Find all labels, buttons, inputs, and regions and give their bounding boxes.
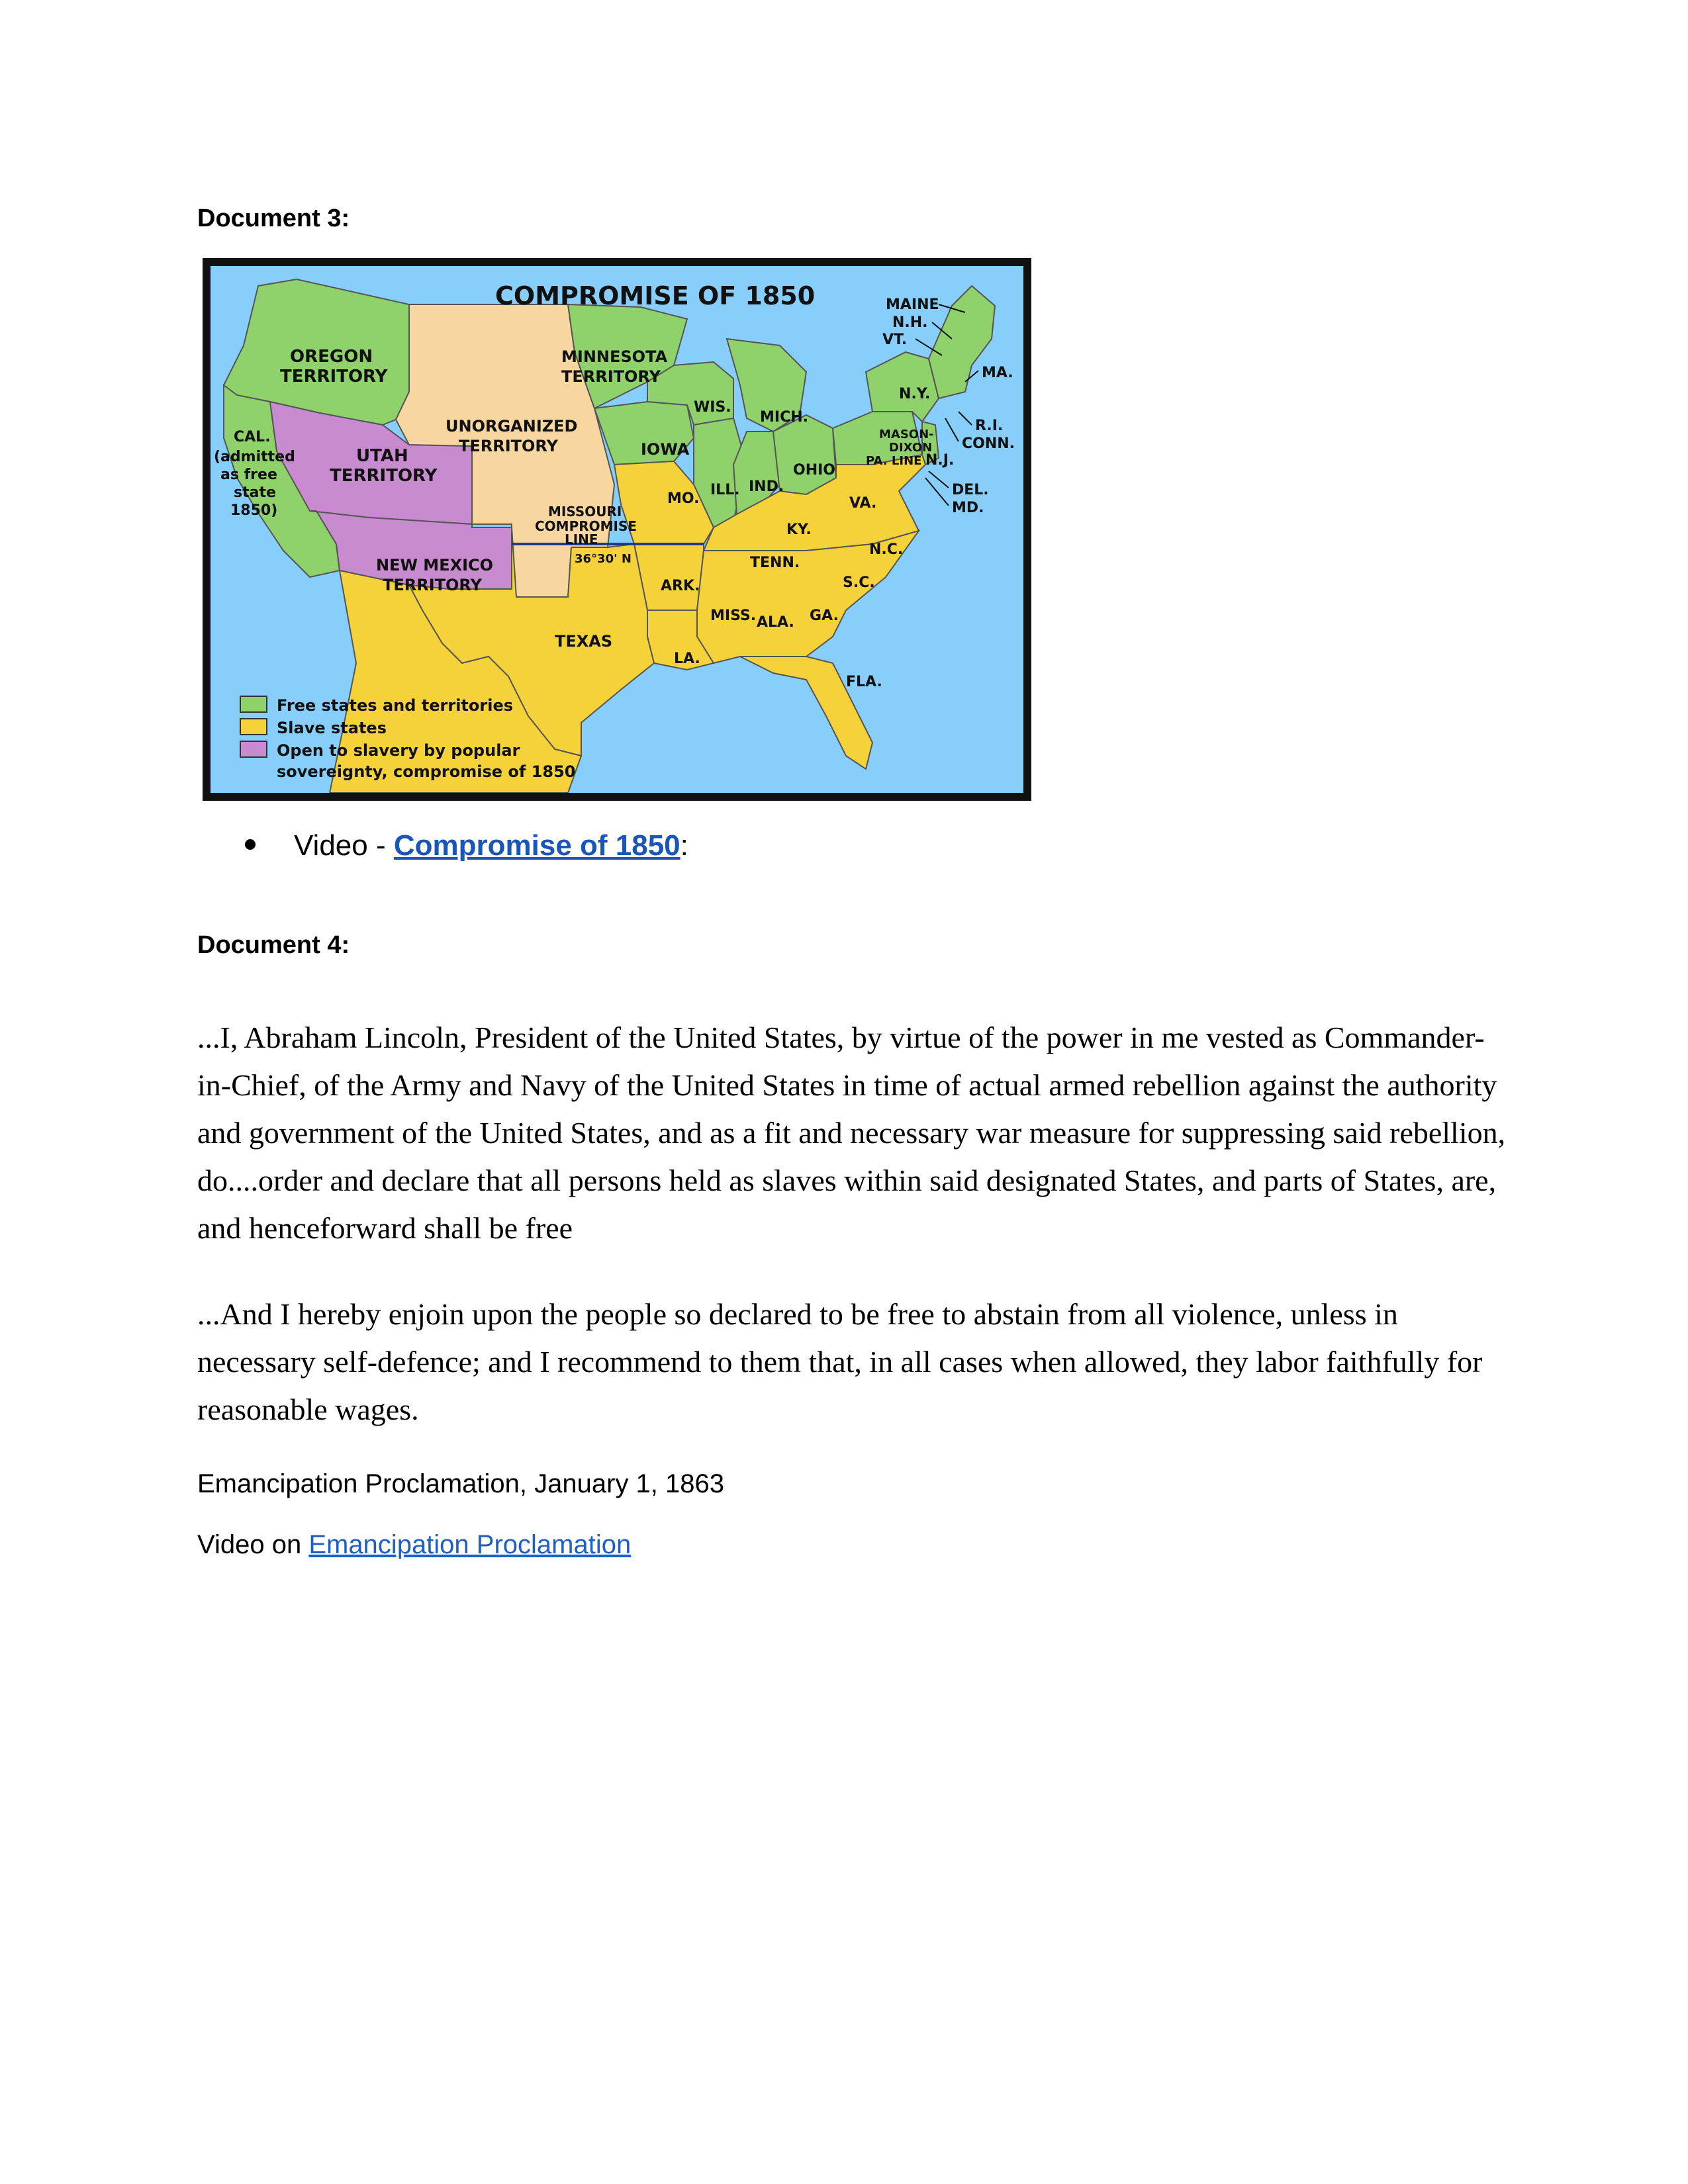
bullet-icon (245, 839, 256, 850)
label-fla: FLA. (846, 674, 882, 690)
label-vt: VT. (882, 332, 908, 348)
label-oregon-2: TERRITORY (280, 367, 388, 387)
label-oregon-1: OREGON (290, 347, 373, 367)
legend-swatch-free (240, 696, 267, 712)
label-mason-2: DIXON (889, 441, 933, 455)
label-ma: MA. (982, 365, 1013, 381)
map-title: COMPROMISE OF 1850 (495, 281, 816, 310)
label-md: MD. (952, 500, 984, 516)
label-la: LA. (674, 651, 700, 667)
label-cal-5: 1850) (230, 502, 278, 519)
label-cal-4: state (234, 484, 276, 501)
label-utah-2: TERRITORY (330, 466, 438, 486)
video-prefix: Video - (294, 829, 394, 862)
document-4-heading: Document 4: (197, 931, 350, 959)
label-newmexico-1: NEW MEXICO (376, 556, 494, 574)
label-cal-2: (admitted (214, 449, 295, 465)
video-compromise-item (245, 829, 688, 864)
label-texas: TEXAS (555, 632, 613, 651)
label-latitude: 36°30' N (575, 552, 632, 566)
label-ark: ARK. (661, 578, 700, 594)
compromise-of-1850-link[interactable]: Compromise of 1850 (393, 829, 680, 862)
legend-label-open-2: sovereignty, compromise of 1850 (277, 762, 576, 781)
emancipation-proclamation-link[interactable]: Emancipation Proclamation (308, 1530, 632, 1559)
video-suffix: : (680, 829, 688, 862)
label-cal-3: as free (220, 467, 277, 483)
video-emancipation-line (197, 1529, 631, 1561)
proclamation-paragraph-2: ...And I hereby enjoin upon the people so declared to be free to abstain from all violence, unless in necessary self-defence; and I recommend to them that, in all cases when allowed, they labor faithfully for reasonable wages. (197, 1297, 1483, 1426)
label-newmexico-2: TERRITORY (383, 576, 482, 594)
proclamation-citation: Emancipation Proclamation, January 1, 1863 (197, 1469, 725, 1498)
label-ala: ALA. (757, 614, 794, 631)
legend-label-free: Free states and territories (277, 696, 513, 715)
label-mich: MICH. (760, 409, 808, 426)
label-ohio: OHIO (793, 462, 836, 478)
proclamation-paragraph-1: ...I, Abraham Lincoln, President of the United States, by virtue of the power in me vested as Commander-in-Chief, of the Army and Navy of the United States in time of actual armed rebellion against the authority and government of the United States, and as a fit and necessary war measure for suppressing said rebellion, do....order and declare that all persons held as slaves within said designated States, and parts of States, are, and henceforward shall be free (197, 1021, 1506, 1245)
label-mason-1: MASON- (879, 428, 934, 441)
video-on-prefix: Video on (197, 1530, 309, 1559)
label-minnesota-1: MINNESOTA (561, 347, 668, 366)
map-image (211, 266, 1023, 793)
label-va: VA. (849, 495, 877, 512)
label-maine: MAINE (886, 296, 939, 313)
document-3-heading: Document 3: (197, 205, 350, 232)
label-minnesota-2: TERRITORY (561, 367, 661, 386)
label-mason-3: PA. LINE (866, 454, 922, 468)
label-iowa: IOWA (641, 440, 690, 459)
label-nj: N.J. (925, 452, 955, 469)
label-del: DEL. (952, 482, 989, 498)
legend-swatch-open (240, 741, 267, 757)
label-mo: MO. (667, 490, 700, 507)
label-unorganized-1: UNORGANIZED (445, 417, 578, 435)
label-missouri-line-3: LINE (565, 531, 598, 547)
label-ga: GA. (810, 608, 839, 624)
label-ill: ILL. (710, 482, 740, 498)
label-ri: R.I. (975, 418, 1004, 434)
legend-swatch-slave (240, 719, 267, 735)
legend-label-open-1: Open to slavery by popular (277, 741, 520, 760)
label-miss: MISS. (710, 608, 757, 624)
label-ny: N.Y. (899, 386, 931, 402)
label-conn: CONN. (962, 435, 1015, 452)
label-cal-1: CAL. (234, 429, 271, 445)
label-missouri-line-2: COMPROMISE (535, 518, 637, 534)
label-unorganized-2: TERRITORY (459, 437, 558, 455)
label-nc: N.C. (869, 541, 904, 558)
label-ky: KY. (786, 522, 812, 538)
label-nh: N.H. (892, 314, 928, 331)
label-missouri-line-1: MISSOURI (548, 504, 622, 520)
label-utah-1: UTAH (356, 446, 408, 466)
label-tenn: TENN. (750, 555, 800, 571)
label-sc: S.C. (843, 574, 875, 591)
compromise-1850-map (203, 258, 1031, 801)
legend-label-slave: Slave states (277, 719, 387, 737)
label-wis: WIS. (694, 399, 731, 416)
label-ind: IND. (749, 478, 784, 495)
